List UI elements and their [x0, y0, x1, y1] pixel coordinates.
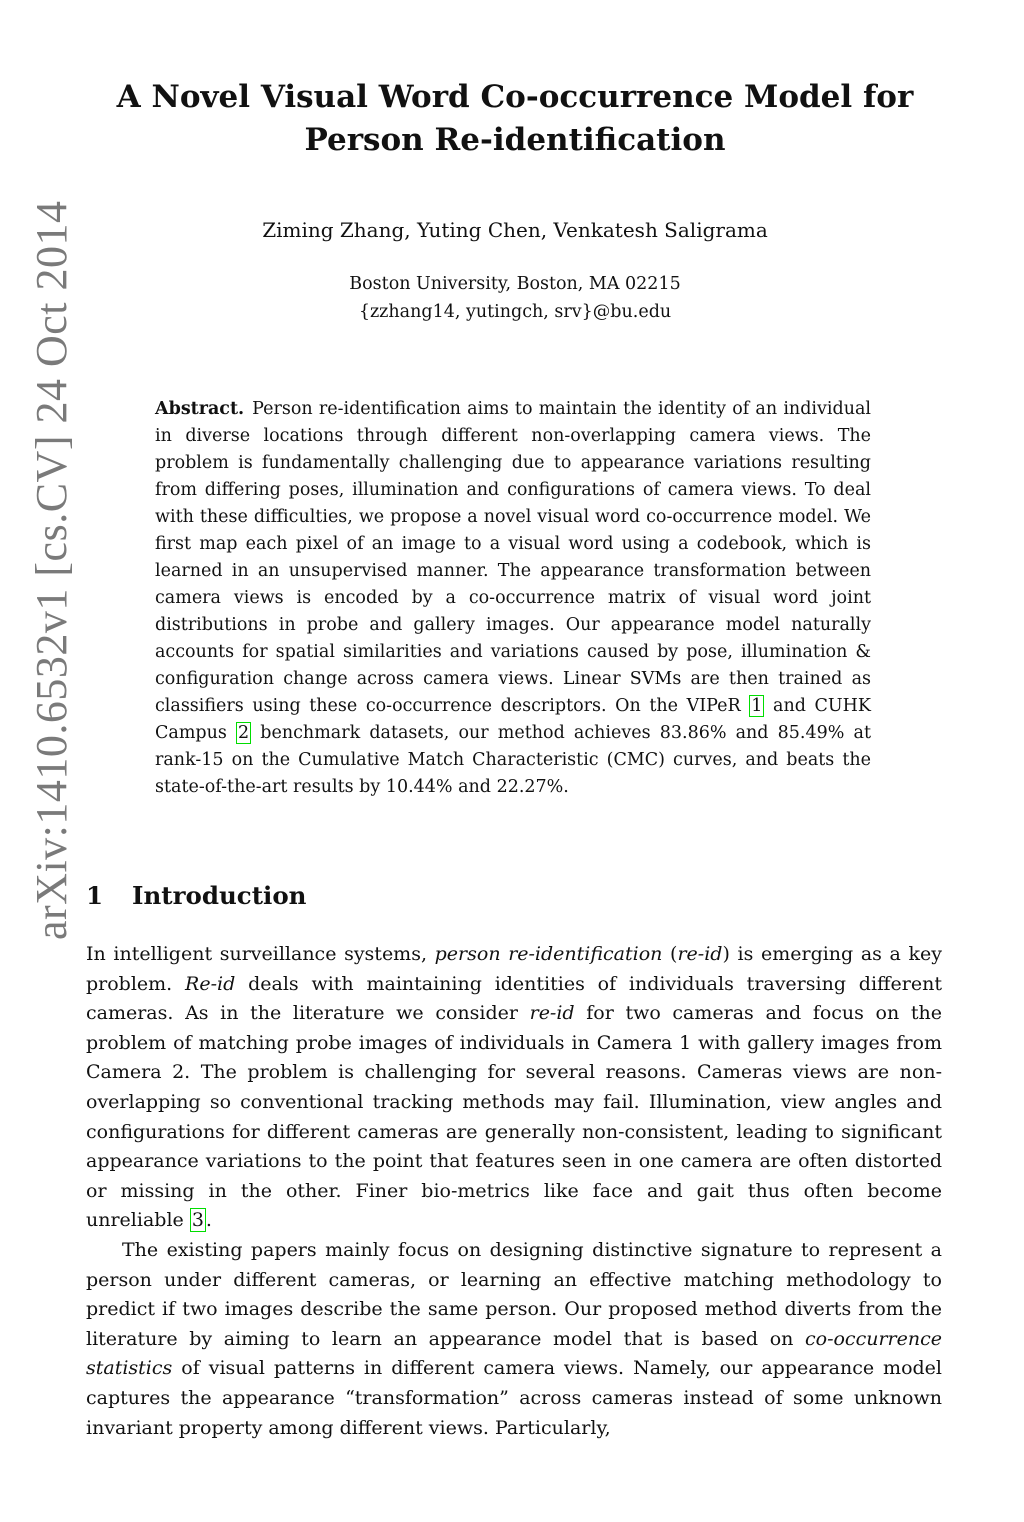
emphasis-text: co-occurrence statistics	[86, 1327, 942, 1380]
section-title: Introduction	[132, 881, 307, 910]
body-text: The existing papers mainly focus on designing distinctive signature to represent a person under different cameras, or learning an effective matching methodology to predict if two images describe the same person. Our proposed method diverts from the literature by aiming to learn an appearance model that is based on	[86, 1239, 942, 1350]
body-text: ) is emerging as a key problem.	[86, 943, 942, 995]
citation-link[interactable]: 3	[191, 1209, 204, 1232]
body-text: of visual patterns in different camera views. Namely, our appearance model captures the appearance “transformation” across cameras instead of some unknown invariant property among different views. Particularly,	[86, 1357, 942, 1439]
author-list: Ziming Zhang, Yuting Chen, Venkatesh Saligrama	[262, 218, 768, 242]
intro-paragraph-2	[86, 1236, 942, 1443]
abstract-text: and CUHK Campus	[155, 696, 871, 743]
emphasis-text: Re-id	[185, 972, 236, 995]
emphasis-text: re-id	[529, 1002, 575, 1025]
paper-title: A Novel Visual Word Co-occurrence Model for Person Re-identification	[116, 79, 914, 158]
affiliation: Boston University, Boston, MA 02215	[349, 274, 681, 294]
author-emails: {zzhang14, yutingch, srv}@bu.edu	[358, 302, 672, 322]
arxiv-identifier: arXiv:1410.6532v1 [cs.CV] 24 Oct 2014	[27, 200, 76, 940]
section-number: 1	[86, 881, 104, 910]
citation-link[interactable]: 1	[751, 696, 763, 716]
emphasis-text: person re-identification	[434, 943, 663, 965]
body-text: deals with maintaining identities of individuals traversing different cameras. As in the literature we consider	[86, 972, 942, 1025]
body-text: for two cameras and focus on the problem of matching probe images of individuals in Camera 1 with gallery images from Camera 2. The problem is challenging for several reasons. Cameras views are non-overlapping so conventional tracking methods may fail. Illumination, view angles and configurations for different cameras are generally non-consistent, leading to significant appearance variations to the point that features seen in one camera are often distorted or missing in the other. Finer bio-metrics like face and gait thus often become unreliable	[86, 1002, 942, 1232]
emphasis-text: re-id	[677, 943, 723, 965]
abstract	[155, 396, 871, 801]
affiliation-block	[90, 270, 940, 326]
body-text: .	[205, 1209, 212, 1232]
abstract-text: benchmark datasets, our method achieves 83.86% and 85.49% at rank-15 on the Cumulative Match Characteristic (CMC) curves, and beats the state-of-the-art results by 10.44% and 22.27%.	[155, 723, 871, 797]
body-text: (	[670, 943, 678, 965]
abstract-text: Person re-identification aims to maintain the identity of an individual in diverse locations through different non-overlapping camera views. The problem is fundamentally challenging due to appearance variations resulting from differing poses, illumination and configurations of camera views. To deal with these difficulties, we propose a novel visual word co-occurrence model. We first map each pixel of an image to a visual word using a codebook, which is learned in an unsupervised manner. The appearance transformation between camera views is encoded by a co-occurrence matrix of visual word joint distributions in probe and gallery images. Our appearance model naturally accounts for spatial similarities and variations caused by pose, illumination & configuration change across camera views. Linear SVMs are then trained as classifiers using these co-occurrence descriptors. On the VIPeR	[155, 399, 871, 716]
citation-link[interactable]: 2	[238, 723, 250, 743]
body-text: In intelligent surveillance systems,	[86, 943, 427, 965]
intro-paragraph-1	[86, 940, 942, 1236]
section-heading	[86, 876, 306, 916]
abstract-label: Abstract.	[155, 399, 245, 419]
